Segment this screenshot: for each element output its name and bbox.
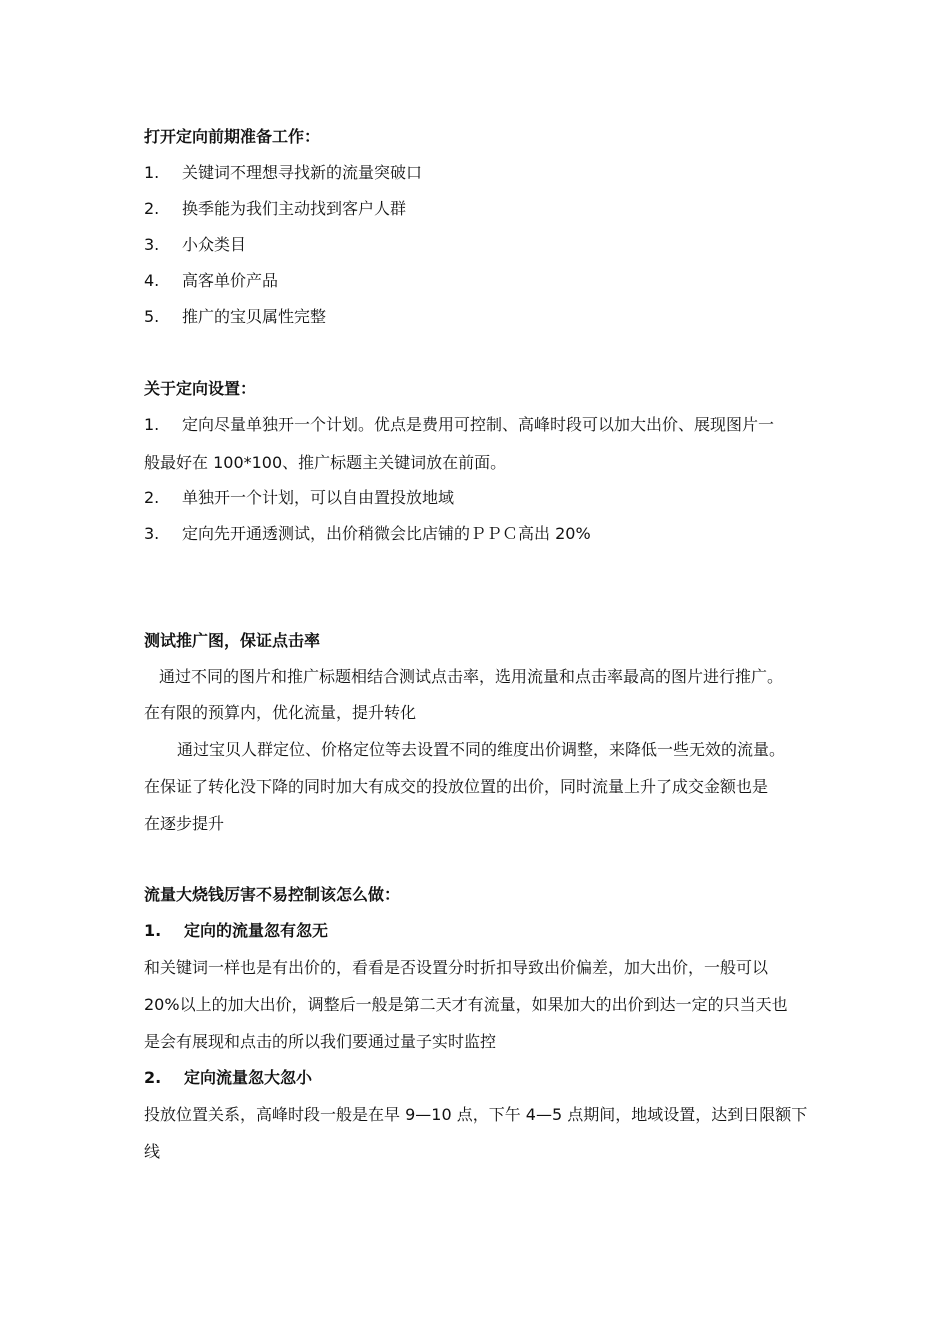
list-item: [144, 271, 814, 291]
section-heading-settings: 关于定向设置：: [144, 379, 257, 398]
paragraph-line: 通过宝贝人群定位、价格定位等去设置不同的维度出价调整，来降低一些无效的流量。: [177, 740, 786, 759]
paragraph-line: 20%以上的加大出价，调整后一般是第二天才有流量，如果加大的出价到达一定的只当天也: [144, 995, 788, 1014]
list-text: 换季能为我们主动找到客户人群: [182, 199, 407, 218]
list-text: 定向先开通透测试，出价稍微会比店铺的ＰＰＣ高出 20%: [182, 524, 591, 543]
list-number: 3.: [144, 235, 160, 254]
list-text: 关键词不理想寻找新的流量突破口: [182, 163, 423, 182]
list-item: [144, 163, 814, 183]
section-heading-traffic: 流量大烧钱厉害不易控制该怎么做：: [144, 885, 401, 904]
subheading: [144, 1068, 814, 1088]
list-number: 2.: [144, 199, 160, 218]
paragraph-line: 通过不同的图片和推广标题相结合测试点击率，选用流量和点击率最高的图片进行推广。: [159, 667, 784, 686]
list-item: [144, 524, 814, 544]
list-item: [144, 488, 814, 508]
sub-title: 定向的流量忽有忽无: [184, 921, 329, 940]
list-item: [144, 199, 814, 219]
paragraph-line: 投放位置关系，高峰时段一般是在早 9—10 点，下午 4—5 点期间，地域设置，达到日限额下: [144, 1105, 808, 1124]
paragraph-line: 是会有展现和点击的所以我们要通过量子实时监控: [144, 1032, 497, 1051]
list-text: 推广的宝贝属性完整: [182, 307, 327, 326]
list-item: [144, 415, 814, 435]
list-item: [144, 235, 814, 255]
list-number: 5.: [144, 307, 160, 326]
subheading: [144, 921, 814, 941]
list-number: 3.: [144, 524, 160, 543]
sub-number: 2.: [144, 1068, 162, 1087]
sub-title: 定向流量忽大忽小: [184, 1068, 313, 1087]
section-heading-prep: 打开定向前期准备工作：: [144, 127, 321, 146]
list-number: 4.: [144, 271, 160, 290]
paragraph-line: 和关键词一样也是有出价的，看看是否设置分时折扣导致出价偏差，加大出价，一般可以: [144, 958, 769, 977]
paragraph-line: 在保证了转化没下降的同时加大有成交的投放位置的出价，同时流量上升了成交金额也是: [144, 777, 769, 796]
sub-number: 1.: [144, 921, 162, 940]
list-number: 2.: [144, 488, 160, 507]
paragraph-line: 线: [144, 1142, 161, 1161]
list-item-continuation: 般最好在 100*100、推广标题主关键词放在前面。: [144, 453, 507, 472]
paragraph-line: 在有限的预算内，优化流量，提升转化: [144, 703, 417, 722]
list-text: 高客单价产品: [182, 271, 279, 290]
section-heading-test-image: 测试推广图，保证点击率: [144, 631, 321, 650]
list-text: 定向尽量单独开一个计划。优点是费用可控制、高峰时段可以加大出价、展现图片一: [182, 415, 775, 434]
list-text: 单独开一个计划，可以自由置投放地域: [182, 488, 455, 507]
list-number: 1.: [144, 163, 160, 182]
list-item: [144, 307, 814, 327]
paragraph-line: 在逐步提升: [144, 814, 225, 833]
list-text: 小众类目: [182, 235, 247, 254]
list-number: 1.: [144, 415, 160, 434]
